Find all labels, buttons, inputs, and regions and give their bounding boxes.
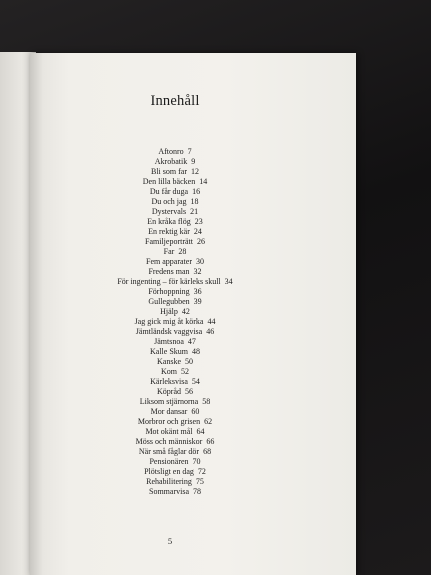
toc-entry xyxy=(0,177,350,187)
toc-entry-title: Mot okänt mål xyxy=(145,427,193,436)
toc-entry-title: Rehabilitering xyxy=(146,477,192,486)
toc-entry-title: Jag gick mig åt körka xyxy=(134,317,204,326)
toc-entry-title: Jämtländsk vaggvisa xyxy=(135,327,203,336)
toc-entry xyxy=(0,147,350,157)
toc-entry-title: Familjeporträtt xyxy=(145,237,193,246)
toc-entry-title: Far xyxy=(163,247,175,256)
toc-entry xyxy=(0,157,350,167)
toc-entry-title: Bli som far xyxy=(151,167,187,176)
toc-entry-page: 70 xyxy=(192,457,201,466)
toc-entry xyxy=(0,247,350,257)
toc-entry xyxy=(0,227,350,237)
toc-entry-page: 48 xyxy=(192,347,200,356)
toc-entry xyxy=(0,307,350,317)
toc-entry-page: 56 xyxy=(185,387,193,396)
toc-entry xyxy=(0,207,350,217)
toc-entry xyxy=(0,367,350,377)
toc-entry xyxy=(0,477,350,487)
toc-entry-page: 50 xyxy=(185,357,193,366)
toc-entry-title: Gullegubben xyxy=(148,297,190,306)
toc-entry-page: 54 xyxy=(191,377,200,386)
toc-entry xyxy=(0,387,350,397)
toc-entry-page: 26 xyxy=(197,237,205,246)
toc-entry xyxy=(0,217,350,227)
toc-entry xyxy=(0,457,350,467)
toc-entry xyxy=(0,287,350,297)
toc-entry xyxy=(0,297,350,307)
toc-entry-title: Köpråd xyxy=(157,387,181,396)
toc-entry-title: Aftonro xyxy=(158,147,184,156)
toc-entry xyxy=(0,197,350,207)
toc-entry-page: 34 xyxy=(224,277,233,286)
toc-entry-title: Hjälp xyxy=(160,307,178,316)
toc-entry-page: 46 xyxy=(206,327,215,336)
toc-entry-page: 18 xyxy=(190,197,199,206)
toc-entry-title: Jämtsnoa xyxy=(154,337,184,346)
toc-entry-title: Förhoppning xyxy=(148,287,190,296)
toc-entry-page: 39 xyxy=(193,297,202,306)
toc-entry xyxy=(0,277,350,287)
toc-entry-title: Akrobatik xyxy=(154,157,188,166)
toc-entry-page: 75 xyxy=(195,477,204,486)
toc-entry-title: En rektig kär xyxy=(148,227,190,236)
toc-entry xyxy=(0,397,350,407)
toc-entry xyxy=(0,327,350,337)
toc-entry xyxy=(0,417,350,427)
toc-entry-page: 42 xyxy=(181,307,190,316)
toc-entry-title: När små fåglar dör xyxy=(138,447,200,456)
toc-entry-title: Plötsligt en dag xyxy=(144,467,194,476)
toc-entry xyxy=(0,447,350,457)
toc-entry-title: Kom xyxy=(161,367,177,376)
toc-entry xyxy=(0,237,350,247)
toc-entry xyxy=(0,257,350,267)
toc-entry-title: Fem apparater xyxy=(146,257,192,266)
toc-entry-page: 30 xyxy=(195,257,204,266)
toc-entry xyxy=(0,357,350,367)
toc-entry-page: 78 xyxy=(193,487,201,496)
toc-entry-title: Mor dansar xyxy=(150,407,188,416)
toc-entry xyxy=(0,187,350,197)
toc-entry-page: 7 xyxy=(187,147,192,156)
toc-entry xyxy=(0,487,350,497)
toc-entry-page: 66 xyxy=(206,437,215,446)
toc-entry-title: Kärleksvisa xyxy=(150,377,188,386)
toc-entry-title: En kråka flög xyxy=(147,217,191,226)
toc-entry-page: 47 xyxy=(187,337,196,346)
toc-entry-page: 9 xyxy=(191,157,196,166)
toc-entry-page: 60 xyxy=(191,407,200,416)
toc-entry xyxy=(0,167,350,177)
toc-entry-title: Sommarvisa xyxy=(149,487,189,496)
toc-entry xyxy=(0,347,350,357)
toc-entry xyxy=(0,337,350,347)
toc-entry-title: Du och jag xyxy=(151,197,187,206)
toc-entry-page: 64 xyxy=(196,427,205,436)
toc-entry-title: Den lilla bäcken xyxy=(142,177,196,186)
toc-entry-page: 58 xyxy=(202,397,211,406)
toc-entry-title: För ingenting – för kärleks skull xyxy=(117,277,221,286)
page-number: 5 xyxy=(167,536,173,546)
toc-entry-title: Morbror och grisen xyxy=(137,417,201,426)
toc-entry-title: Kalle Skum xyxy=(150,347,188,356)
toc-entry-page: 62 xyxy=(204,417,213,426)
toc-entry-title: Pensionären xyxy=(149,457,189,466)
toc-entry-title: Liksom stjärnorna xyxy=(139,397,199,406)
toc-entry xyxy=(0,407,350,417)
toc-entry-title: Fredens man xyxy=(148,267,190,276)
toc-entry-title: Kanske xyxy=(157,357,181,366)
toc-entry-page: 24 xyxy=(193,227,202,236)
toc-entry-page: 32 xyxy=(193,267,202,276)
toc-entry-page: 21 xyxy=(190,207,199,216)
toc-entry xyxy=(0,317,350,327)
table-of-contents xyxy=(0,147,350,497)
toc-entry-page: 68 xyxy=(203,447,212,456)
toc-entry-page: 44 xyxy=(207,317,216,326)
toc-entry xyxy=(0,427,350,437)
toc-entry xyxy=(0,467,350,477)
toc-entry xyxy=(0,437,350,447)
toc-entry-page: 16 xyxy=(192,187,201,196)
toc-entry-page: 36 xyxy=(193,287,202,296)
toc-entry xyxy=(0,267,350,277)
toc-entry-title: Dystervals xyxy=(151,207,187,216)
page-title: Innehåll xyxy=(150,93,200,109)
toc-entry-page: 23 xyxy=(194,217,203,226)
toc-entry-page: 52 xyxy=(181,367,189,376)
toc-entry-page: 14 xyxy=(199,177,208,186)
toc-entry-page: 72 xyxy=(197,467,206,476)
toc-entry-title: Du får duga xyxy=(149,187,189,196)
toc-entry-title: Möss och människor xyxy=(135,437,203,446)
toc-entry xyxy=(0,377,350,387)
toc-entry-page: 12 xyxy=(191,167,199,176)
toc-entry-page: 28 xyxy=(178,247,187,256)
